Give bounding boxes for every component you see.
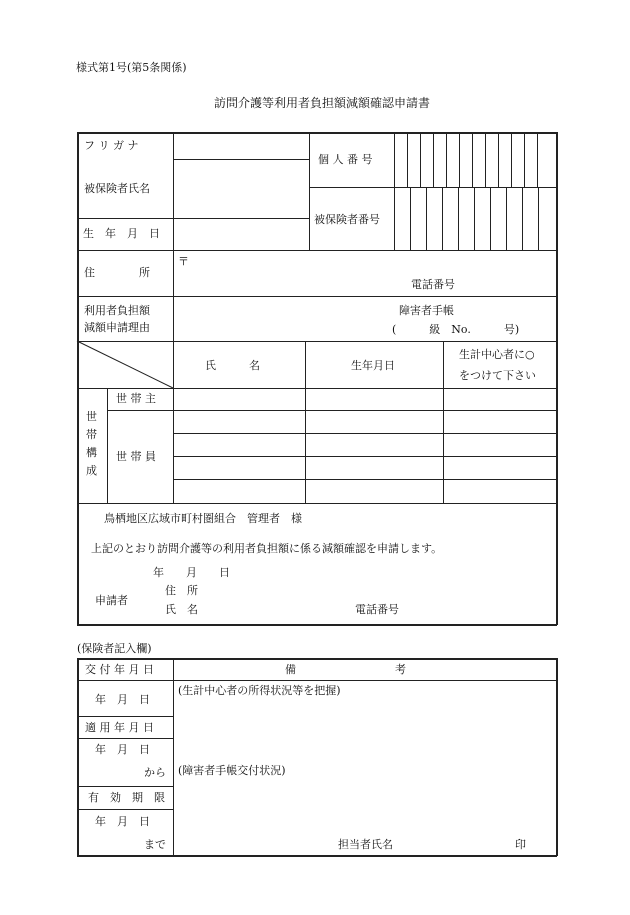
household-head-label: 世 帯 主 (116, 392, 156, 405)
issue-date-label: 交 付 年 月 日 (85, 663, 154, 676)
form-number: 様式第1号(第5条関係) (76, 61, 187, 74)
issue-date-ymd: 年 月 日 (95, 693, 150, 706)
postal-mark: 〒 (178, 255, 189, 268)
household-col-birthdate: 生年月日 (351, 359, 395, 372)
handbook-note: (障害者手帳交付状況) (178, 764, 286, 777)
furigana-label: フ リ ガ ナ (84, 139, 139, 152)
apply-date-label: 適 用 年 月 日 (85, 721, 154, 734)
applicant-address-label: 住 所 (165, 584, 198, 597)
from-label: から (144, 766, 166, 779)
addressee: 鳥栖地区広域市町村圏組合 管理者 様 (104, 512, 302, 525)
insured-number-label: 被保険者番号 (314, 213, 380, 226)
page-title: 訪問介護等利用者負担額減額確認申請書 (214, 96, 431, 110)
seal-label: 印 (515, 838, 526, 851)
household-section-label-3: 構 (86, 446, 97, 459)
until-label: まで (144, 838, 166, 851)
validity-ymd: 年 月 日 (95, 815, 150, 828)
income-note: (生計中心者の所得状況等を把握) (178, 684, 341, 697)
applicant-label: 申請者 (95, 594, 128, 607)
declaration-statement: 上記のとおり訪問介護等の利用者負担額に係る減額確認を申請します。 (91, 542, 443, 555)
personal-number-label: 個 人 番 号 (318, 153, 373, 166)
validity-label: 有 効 期 限 (88, 791, 165, 804)
remarks-label: 備 考 (285, 663, 406, 676)
reason-label-line1: 利用者負担額 (84, 304, 150, 317)
staff-name-label: 担当者氏名 (338, 838, 393, 851)
insurer-section-heading: (保険者記入欄) (77, 642, 152, 655)
household-section-label-4: 成 (86, 464, 97, 477)
household-col-name: 氏 名 (205, 359, 260, 372)
apply-date-ymd: 年 月 日 (95, 743, 150, 756)
household-member-label: 世 帯 員 (116, 450, 156, 463)
declaration-date: 年 月 日 (153, 566, 230, 579)
insured-name-label: 被保険者氏名 (84, 182, 150, 195)
household-section-label-2: 帯 (86, 428, 97, 441)
birthdate-label: 生 年 月 日 (83, 227, 160, 240)
diagonal-header-cell (77, 341, 173, 388)
reason-label-line2: 減額申請理由 (84, 321, 150, 334)
household-section-label-1: 世 (86, 410, 97, 423)
applicant-phone-label: 電話番号 (355, 603, 399, 616)
disability-handbook-label: 障害者手帳 (399, 304, 454, 317)
household-col-check-line1: 生計中心者に○ (459, 348, 535, 361)
household-col-check-line2: をつけて下さい (459, 369, 536, 382)
handbook-grade-line: ( 級 No. 号) (392, 323, 520, 336)
address-label: 住 所 (84, 266, 150, 279)
address-phone-label: 電話番号 (411, 278, 455, 291)
applicant-name-label: 氏 名 (165, 603, 198, 616)
